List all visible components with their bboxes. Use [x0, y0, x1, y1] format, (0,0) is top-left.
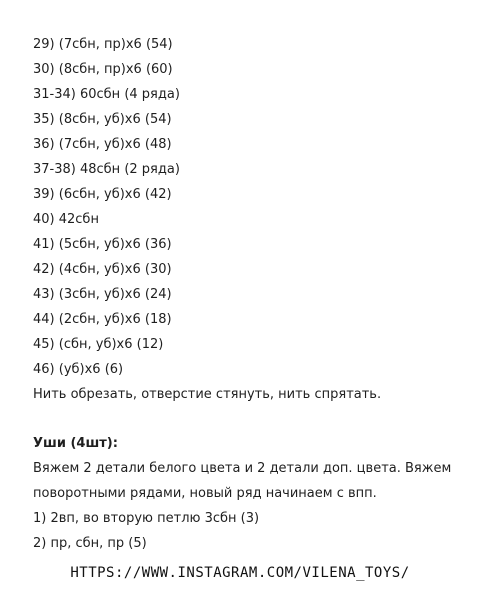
pattern-row-43: 43) (3сбн, уб)х6 (24): [33, 287, 172, 302]
finish-note: Нить обрезать, отверстие стянуть, нить спрятать.: [33, 387, 382, 402]
pattern-row-45: 45) (сбн, уб)х6 (12): [33, 337, 164, 352]
pattern-row-35: 35) (8сбн, уб)х6 (54): [33, 112, 172, 127]
pattern-row-29: 29) (7сбн, пр)х6 (54): [33, 37, 173, 52]
pattern-row-37-38: 37-38) 48сбн (2 ряда): [33, 162, 180, 177]
pattern-row-31-34: 31-34) 60сбн (4 ряда): [33, 87, 180, 102]
pattern-row-40: 40) 42сбн: [33, 212, 99, 227]
pattern-row-39: 39) (6сбн, уб)х6 (42): [33, 187, 172, 202]
pattern-row-30: 30) (8сбн, пр)х6 (60): [33, 62, 173, 77]
ears-row-2: 2) пр, сбн, пр (5): [33, 536, 147, 551]
pattern-text: [33, 32, 463, 556]
instagram-watermark: HTTPS://WWW.INSTAGRAM.COM/VILENA_TOYS/: [70, 565, 410, 581]
pattern-row-44: 44) (2сбн, уб)х6 (18): [33, 312, 172, 327]
ears-heading: Уши (4шт):: [33, 436, 118, 451]
pattern-row-42: 42) (4сбн, уб)х6 (30): [33, 262, 172, 277]
section-spacer: [33, 407, 463, 431]
pattern-row-46: 46) (уб)х6 (6): [33, 362, 124, 377]
pattern-row-41: 41) (5сбн, уб)х6 (36): [33, 237, 172, 252]
ears-row-1: 1) 2вп, во вторую петлю 3сбн (3): [33, 511, 260, 526]
ears-intro-line-2: поворотными рядами, новый ряд начинаем с впп.: [33, 486, 377, 501]
pattern-row-36: 36) (7сбн, уб)х6 (48): [33, 137, 172, 152]
ears-intro-line-1: Вяжем 2 детали белого цвета и 2 детали доп. цвета. Вяжем: [33, 461, 452, 476]
